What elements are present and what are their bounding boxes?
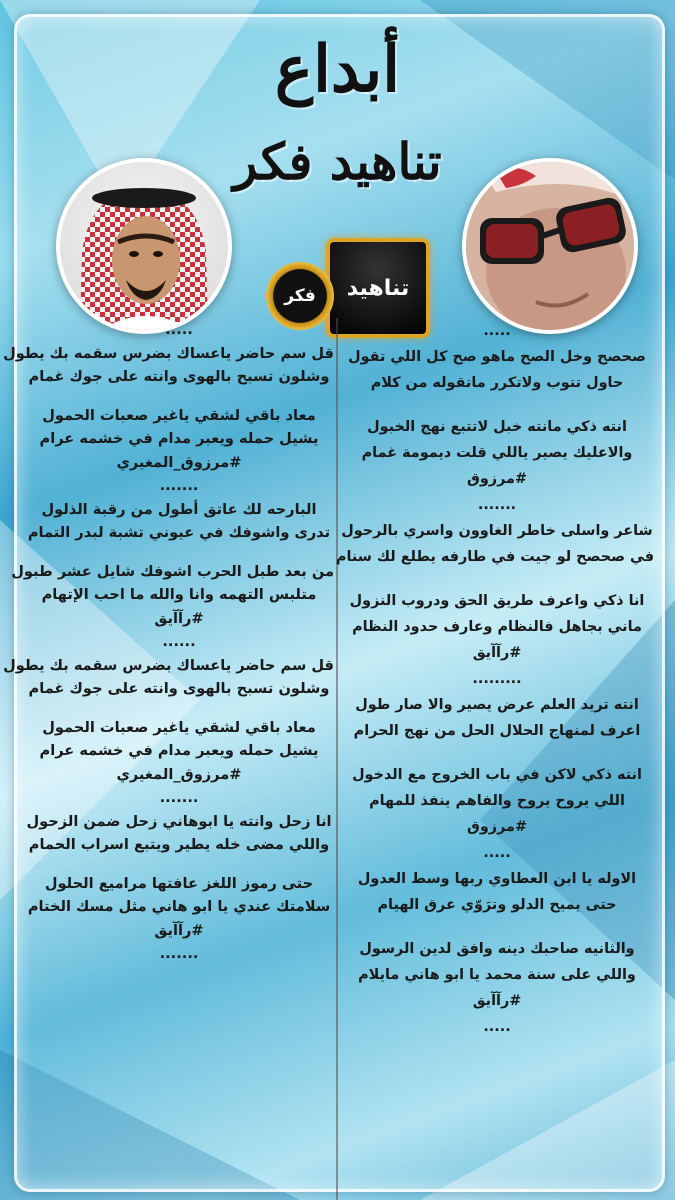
page-subtitle: تناهيد فكر: [233, 132, 442, 191]
poem-line: .....: [165, 321, 193, 338]
logo-badge-tanahid: تناهيد: [326, 238, 430, 338]
poem-line: قل سم حاضر ياعساك بضرس سقمه بك يطول: [3, 344, 334, 362]
poem-line: معاد باقي لشقي ياغير صعبات الحمول: [42, 406, 316, 424]
poem-line: حتى يميح الدلو وترَوّي عرق الهيام: [377, 897, 617, 913]
stanza-gap: [340, 570, 654, 588]
poem-line: حتى رموز اللغز عافتها مراميع الحلول: [44, 874, 314, 892]
poem-line: قل سم حاضر ياعساك بضرس سقمه بك يطول: [3, 656, 334, 674]
poem-line: انته ذكي لاكن في باب الخروج مع الدخول: [352, 767, 642, 783]
poem-line: انا زحل وانته يا ابوهاني زحل ضمن الزحول: [26, 812, 332, 830]
poem-line: #مرزوق_المغيري: [116, 765, 242, 783]
poem-line: انا ذكي واعرف طريق الحق ودروب النزول: [349, 593, 645, 609]
stanza-gap: [24, 545, 334, 560]
poem-line: الاوله يا ابن العطاوي ربها وسط العدول: [357, 871, 637, 887]
poem-line: في صحصح لو جيت في طارفه يطلع لك سنام: [335, 549, 654, 565]
poem-line: انته تريد العلم عرض يصير والا صار طول: [355, 697, 639, 713]
poem-line: .......: [159, 789, 199, 806]
poem-line: ماني بجاهل فالنظام وعارف حدود النظام: [352, 619, 642, 635]
poem-line: .....: [483, 845, 511, 861]
poem-line: اعرف لمنهاج الحلال الحل من نهج الحرام: [353, 723, 641, 739]
poem-line: تدرى واشوفك في عيوني تشبة لبدر التمام: [27, 524, 331, 541]
poem-line: والثانيه صاحبك دينه وافق لدين الرسول: [359, 941, 635, 957]
logo-badge-fikr: فكر: [266, 262, 334, 330]
poem-line: حاول تتوب ولاتكرر ماتقوله من كلام: [370, 375, 624, 391]
poem-line: البارحه لك عاتق أطول من رقبة الذلول: [41, 500, 317, 518]
poem-line: ......: [162, 633, 196, 650]
poem-line: سلامتك عندي يا ابو هاني مثل مسك الختام: [27, 898, 331, 915]
stanza-gap: [340, 396, 654, 414]
poem-line: يشيل حمله ويعبر مدام في خشمه عرام: [39, 742, 319, 759]
poem-line: .......: [159, 477, 199, 494]
stanza-gap: [340, 744, 654, 762]
poem-line: يشيل حمله ويعبر مدام في خشمه عرام: [39, 430, 319, 447]
stanza-gap: [24, 389, 334, 404]
poem-line: صحصح وخل الصح ماهو صح كل اللي تقول: [348, 349, 646, 365]
poem-line: .......: [159, 945, 199, 962]
poem-line: شاعر واسلى خاطر الغاوون واسري بالرحول: [341, 523, 653, 539]
poem-line: انته ذكي مانته خبل لاتتبع نهج الخبول: [367, 419, 627, 435]
poem-column-right: [335, 318, 654, 1040]
poem-line: #رآآيق: [154, 609, 204, 627]
person-sunglasses-icon: [466, 162, 634, 330]
poem-line: #مرزوق: [466, 471, 527, 487]
poem-line: اللي يروح يروح والفاهم ينفذ للمهام: [369, 793, 625, 809]
stanza-gap: [24, 701, 334, 716]
poem-line: متلبس التهمه وانا والله ما احب الإتهام: [41, 586, 317, 603]
person-shemagh-icon: [60, 162, 228, 330]
poem-line: والاعليك يصير ياللي قلت ديمومة غمام: [361, 445, 633, 461]
poem-line: #رآآيق: [472, 645, 522, 661]
poem-line: وشلون تسبح بالهوى وانته على جوك غمام: [28, 368, 330, 385]
avatar-left: [56, 158, 232, 334]
poem-line: من بعد طبل الحرب اشوفك شايل عشر طبول: [11, 562, 334, 580]
stanza-gap: [340, 918, 654, 936]
poem-line: #مرزوق: [466, 819, 527, 835]
poem-line: وشلون تسبح بالهوى وانته على جوك غمام: [28, 680, 330, 697]
poem-line: #رآآيق: [472, 993, 522, 1009]
poem-line: #مرزوق_المغيري: [116, 453, 242, 471]
poem-line: واللي مضى خله يطير ويتبع اسراب الحمام: [28, 836, 330, 853]
poem-line: .....: [483, 1019, 511, 1035]
avatar-right: [462, 158, 638, 334]
poem-line: واللي على سنة محمد يا ابو هاني مايلام: [358, 967, 636, 983]
poem-line: .........: [472, 671, 522, 687]
stanza-gap: [24, 857, 334, 872]
poem-line: .......: [477, 497, 517, 513]
page-title: أبداع: [274, 32, 401, 107]
poem-line: .....: [483, 323, 511, 339]
poem-line: #رآآيق: [154, 921, 204, 939]
column-divider: [336, 318, 338, 1200]
poem-line: معاد باقي لشقي ياغير صعبات الحمول: [42, 718, 316, 736]
poem-column-left: [3, 318, 334, 966]
